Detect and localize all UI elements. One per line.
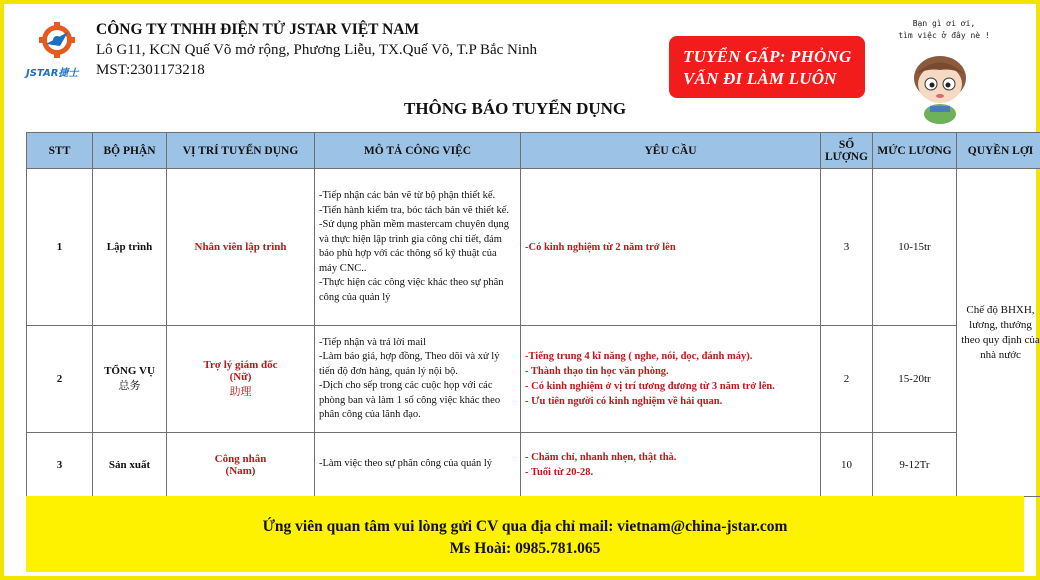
requirement-line: - Có kinh nghiệm ở vị trí tương đương từ 3 năm trở lên.: [525, 381, 775, 392]
header-position: VỊ TRÍ TUYỂN DỤNG: [167, 133, 315, 169]
table-row: [27, 433, 1040, 497]
requirement-line: - Ưu tiên người có kinh nghiệm về hải quan.: [525, 396, 723, 407]
row-quantity: 10: [821, 433, 873, 497]
row-position: [167, 326, 315, 433]
row-salary: 10-15tr: [873, 169, 957, 326]
jobs-table: [26, 132, 1040, 497]
requirement-line: - Thành thạo tin học văn phòng.: [525, 366, 669, 377]
row-salary: 15-20tr: [873, 326, 957, 433]
row-stt: 3: [27, 433, 93, 497]
urgent-banner: [669, 36, 865, 98]
description-line: -Thực hiện các công việc khác theo sự phân công của quản lý: [319, 277, 504, 303]
row-description: [315, 326, 521, 433]
mascot-character-icon: [900, 46, 980, 126]
header-department: BỘ PHẬN: [93, 133, 167, 169]
header-benefits: QUYỀN LỢI: [957, 133, 1040, 169]
header-requirements: YÊU CẦU: [521, 133, 821, 169]
row-quantity: 2: [821, 326, 873, 433]
requirement-line: -Có kinh nghiệm từ 2 năm trở lên: [525, 241, 676, 253]
header-stt: STT: [27, 133, 93, 169]
description-line: -Sử dụng phần mềm mastercam chuyên dụng và thực hiện lập trình gia công chi tiết, đảm bảo phù hợp với các thông số kỹ thuật của máy CNC..: [319, 219, 509, 274]
company-logo: [26, 22, 82, 82]
row-description: [315, 433, 521, 497]
row-department: Sản xuất: [93, 433, 167, 497]
row-position: [167, 433, 315, 497]
requirement-line: -Tiếng trung 4 kĩ năng ( nghe, nói, đọc, đánh máy).: [525, 351, 753, 362]
header-quantity-line-2: LƯỢNG: [824, 150, 869, 163]
position-name-cn: 助理: [229, 385, 252, 398]
department-name: TỔNG VỤ: [104, 365, 155, 377]
page-title: THÔNG BÁO TUYỂN DỤNG: [404, 99, 627, 118]
contact-footer: [26, 496, 1024, 572]
header-quantity: [821, 133, 873, 169]
company-name: CÔNG TY TNHH ĐIỆN TỬ JSTAR VIỆT NAM: [96, 21, 420, 38]
header-salary: MỨC LƯƠNG: [873, 133, 957, 169]
footer-email-line: Ứng viên quan tâm vui lòng gửi CV qua địa chỉ mail: vietnam@china-jstar.com: [262, 518, 788, 535]
mascot-line-2: tìm việc ở đây nè !: [898, 31, 990, 40]
row-requirements: [521, 433, 821, 497]
banner-line-1: TUYỂN GẤP: PHỎNG: [683, 47, 852, 66]
row-department: [93, 326, 167, 433]
description-line: -Dịch cho sếp trong các cuộc họp với các phòng ban và làm 1 số công việc khác theo phân công của lãnh đạo.: [319, 380, 501, 420]
company-info: [96, 20, 537, 80]
logo-text: JSTAR捷士: [26, 68, 79, 79]
header-quantity-line-1: SỐ: [838, 138, 855, 151]
position-gender: (Nam): [225, 464, 256, 477]
description-line: -Tiếp nhận và trả lời mail: [319, 336, 426, 348]
department-name-cn: 总务: [118, 379, 141, 392]
requirement-line: - Tuổi từ 20-28.: [525, 466, 594, 478]
description-line: -Làm việc theo sự phân công của quản lý: [319, 458, 493, 470]
position-gender: (Nữ): [229, 371, 252, 383]
requirement-line: - Chăm chỉ, nhanh nhẹn, thật thà.: [525, 451, 677, 463]
header-description: MÔ TẢ CÔNG VIỆC: [315, 133, 521, 169]
row-stt: 1: [27, 169, 93, 326]
mascot-speech-bubble: [884, 18, 1004, 42]
footer-phone-line: Ms Hoài: 0985.781.065: [449, 540, 601, 557]
banner-line-2: VẤN ĐI LÀM LUÔN: [683, 69, 837, 88]
row-description: [315, 169, 521, 326]
table-header-row: [27, 133, 1040, 169]
benefits-cell: Chế độ BHXH, lương, thưởng theo quy định của nhà nước: [957, 169, 1040, 497]
table-row: [27, 169, 1040, 326]
row-quantity: 3: [821, 169, 873, 326]
position-name: Trợ lý giám đốc: [203, 359, 278, 371]
row-stt: 2: [27, 326, 93, 433]
row-salary: 9-12Tr: [873, 433, 957, 497]
description-line: -Làm báo giá, hợp đồng, Theo dõi và xử lý tiến độ đơn hàng, quản lý nội bộ.: [319, 351, 500, 377]
mascot: [884, 18, 1004, 128]
company-tax-code: MST:2301173218: [96, 62, 205, 78]
description-line: -Tiến hành kiểm tra, bóc tách bản vẽ thiết kế.: [319, 204, 510, 216]
mascot-line-1: Bạn gì ơi ơi,: [912, 19, 976, 28]
row-requirements: [521, 326, 821, 433]
row-position: Nhân viên lập trình: [167, 169, 315, 326]
row-requirements: [521, 169, 821, 326]
table-row: [27, 326, 1040, 433]
position-name: Công nhân: [214, 452, 267, 465]
row-department: Lập trình: [93, 169, 167, 326]
description-line: -Tiếp nhận các bản vẽ từ bộ phận thiết kế.: [319, 190, 496, 201]
company-address: Lô G11, KCN Quế Võ mở rộng, Phương Liễu, TX.Quế Võ, T.P Bắc Ninh: [96, 42, 538, 58]
